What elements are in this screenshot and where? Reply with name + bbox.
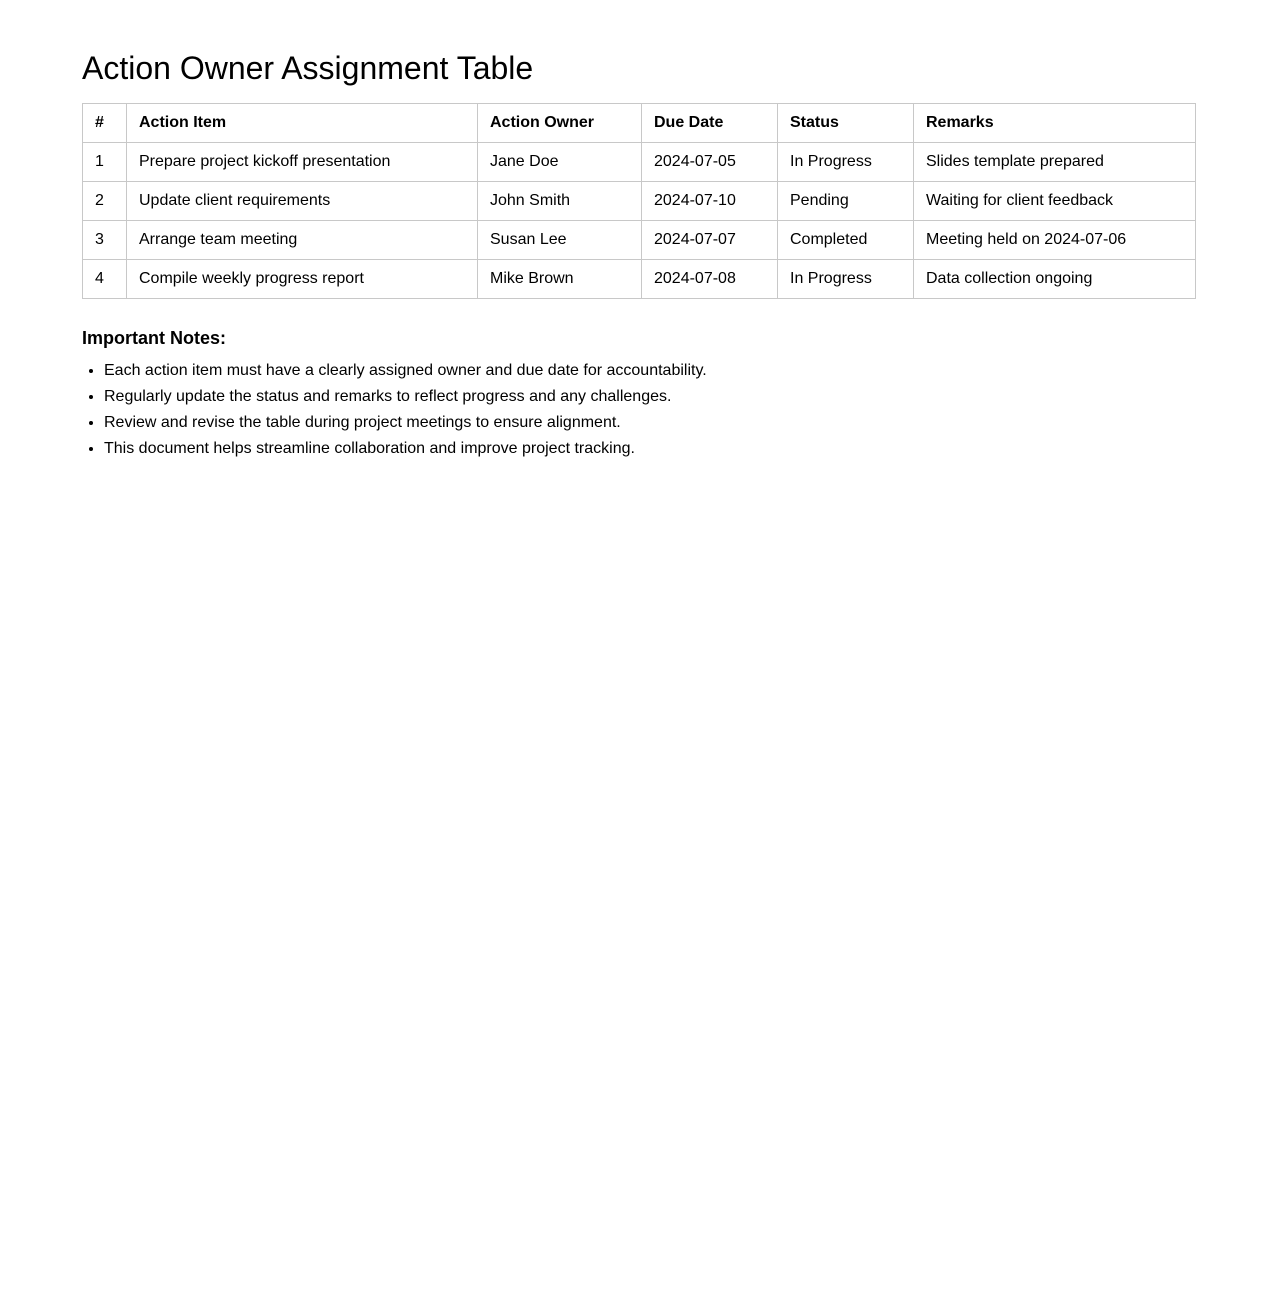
cell-status: Completed xyxy=(778,221,914,260)
page-title: Action Owner Assignment Table xyxy=(82,50,534,86)
column-header-due-date: Due Date xyxy=(642,104,778,143)
cell-due-date: 2024-07-07 xyxy=(642,221,778,260)
cell-number: 3 xyxy=(83,221,127,260)
note-item: • Each action item must have a clearly assigned owner and due date for accountability. xyxy=(104,358,1196,384)
cell-due-date: 2024-07-10 xyxy=(642,182,778,221)
table-row xyxy=(83,221,1196,260)
cell-action-item: Compile weekly progress report xyxy=(127,260,478,299)
cell-remarks: Data collection ongoing xyxy=(914,260,1196,299)
column-header-remarks: Remarks xyxy=(914,104,1196,143)
action-owner-table xyxy=(82,103,1196,299)
cell-number: 1 xyxy=(83,143,127,182)
cell-status: In Progress xyxy=(778,260,914,299)
cell-action-owner: Mike Brown xyxy=(478,260,642,299)
cell-remarks: Slides template prepared xyxy=(914,143,1196,182)
cell-action-owner: John Smith xyxy=(478,182,642,221)
cell-action-owner: Jane Doe xyxy=(478,143,642,182)
cell-remarks: Waiting for client feedback xyxy=(914,182,1196,221)
notes-heading: Important Notes: xyxy=(82,328,226,348)
cell-action-item: Update client requirements xyxy=(127,182,478,221)
column-header-action-item: Action Item xyxy=(127,104,478,143)
column-header-status: Status xyxy=(778,104,914,143)
note-item: • Regularly update the status and remarks to reflect progress and any challenges. xyxy=(104,384,1196,410)
table-header-row xyxy=(83,104,1196,143)
cell-number: 2 xyxy=(83,182,127,221)
document-page xyxy=(0,0,1278,462)
cell-action-owner: Susan Lee xyxy=(478,221,642,260)
cell-due-date: 2024-07-05 xyxy=(642,143,778,182)
cell-remarks: Meeting held on 2024-07-06 xyxy=(914,221,1196,260)
note-item: • Review and revise the table during project meetings to ensure alignment. xyxy=(104,410,1196,436)
cell-status: Pending xyxy=(778,182,914,221)
column-header-action-owner: Action Owner xyxy=(478,104,642,143)
notes-list xyxy=(82,358,1196,462)
column-header-number: # xyxy=(83,104,127,143)
cell-status: In Progress xyxy=(778,143,914,182)
cell-action-item: Prepare project kickoff presentation xyxy=(127,143,478,182)
cell-number: 4 xyxy=(83,260,127,299)
table-row xyxy=(83,260,1196,299)
table-row xyxy=(83,182,1196,221)
note-item: • This document helps streamline collaboration and improve project tracking. xyxy=(104,436,1196,462)
cell-due-date: 2024-07-08 xyxy=(642,260,778,299)
cell-action-item: Arrange team meeting xyxy=(127,221,478,260)
table-row xyxy=(83,143,1196,182)
